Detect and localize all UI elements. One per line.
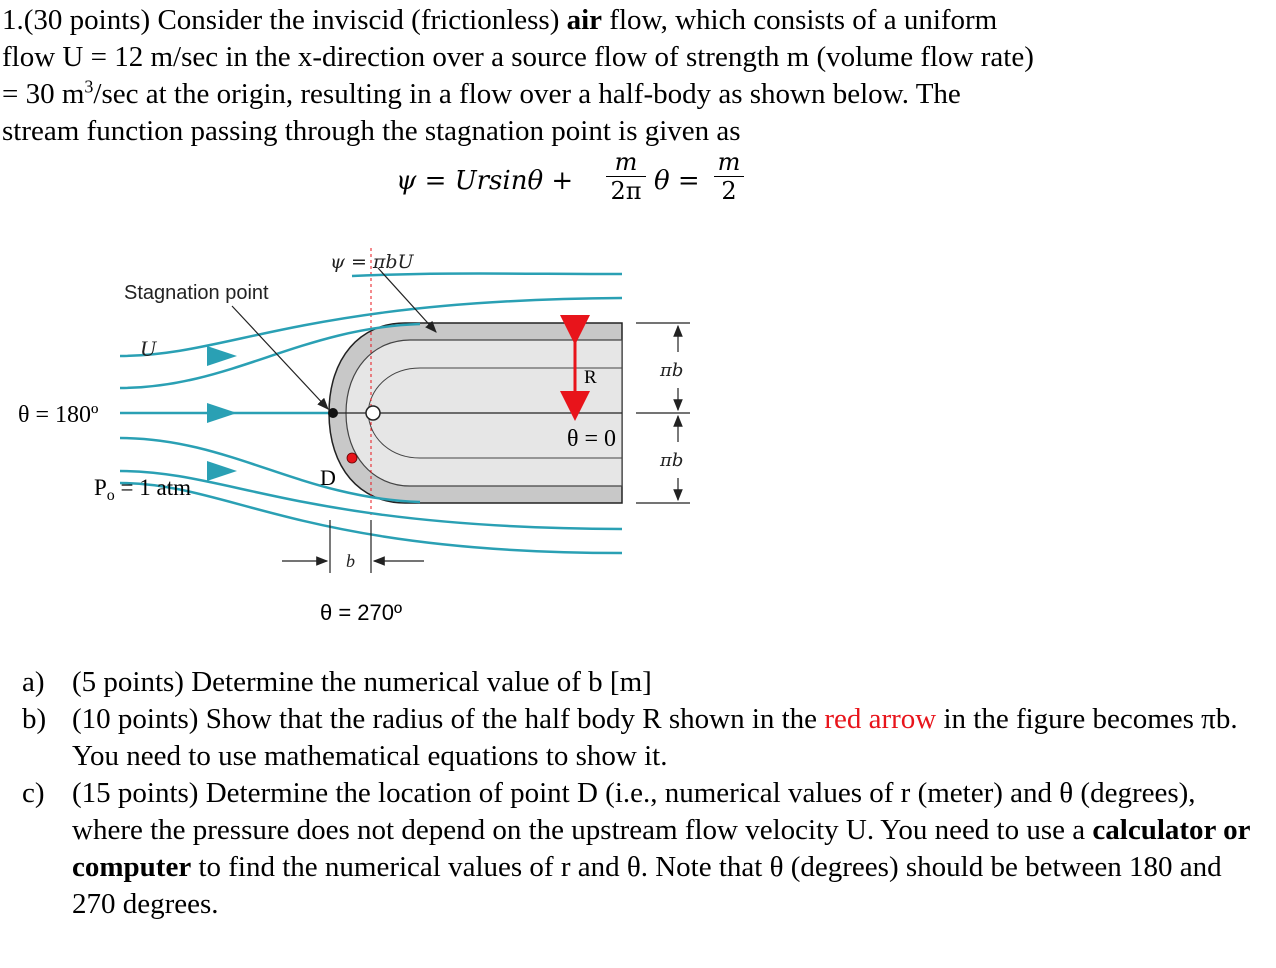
formula-fraction-2 xyxy=(714,148,744,205)
question-label: a) xyxy=(22,666,45,698)
intro-text: /sec at the origin, resulting in a flow over a half-body as shown below. The xyxy=(93,78,961,110)
question-list xyxy=(22,664,1272,923)
intro-line-1 xyxy=(2,2,997,39)
question-text: to find the numerical values of r and θ. Note that θ (degrees) should be between 180 and 270 degrees. xyxy=(72,851,1222,920)
superscript-3: 3 xyxy=(84,76,94,97)
question-bold-text: calculator or computer xyxy=(72,814,1250,883)
red-arrow-text: red arrow xyxy=(824,703,937,735)
po-label-p: P xyxy=(94,475,107,500)
formula-lhs: ψ = Ursinθ + xyxy=(396,166,574,196)
intro-line-3 xyxy=(2,76,961,113)
u-label: U xyxy=(140,336,156,361)
point-d-marker xyxy=(347,453,357,463)
intro-bold-air: air xyxy=(566,4,603,36)
question-label: b) xyxy=(22,703,47,735)
theta-0-label: θ = 0 xyxy=(567,426,617,452)
stagnation-point-marker xyxy=(328,408,338,418)
intro-text: 1.(30 points) Consider the inviscid (frictionless) xyxy=(2,4,567,36)
formula-mid: θ = xyxy=(654,166,700,196)
formula-frac1-denominator: 2π xyxy=(610,177,642,205)
theta-180-label: θ = 180º xyxy=(18,402,99,428)
psi-label: ψ = πbU xyxy=(330,251,414,273)
intro-text: flow, which consists of a uniform xyxy=(602,4,998,36)
question-a xyxy=(22,664,1272,701)
intro-line-4: stream function passing through the stagnation point is given as xyxy=(2,115,741,147)
pib-upper-label: πb xyxy=(660,360,684,381)
intro-line-2: flow U = 12 m/sec in the x-direction over a source flow of strength m (volume flow rate) xyxy=(2,41,1034,73)
pib-lower-label: πb xyxy=(660,450,684,471)
d-label: D xyxy=(320,465,336,490)
question-label: c) xyxy=(22,777,45,809)
stagnation-leader-arrow xyxy=(232,306,328,409)
b-label: b xyxy=(346,551,355,571)
theta-270-label: θ = 270º xyxy=(320,600,403,625)
stagnation-point-label: Stagnation point xyxy=(124,282,269,304)
stream-function-formula xyxy=(396,148,756,220)
question-c xyxy=(22,775,1272,923)
po-label-subscript: o xyxy=(106,487,115,504)
formula-frac2-numerator: m xyxy=(717,148,741,176)
intro-text: = 30 m xyxy=(2,78,85,110)
formula-fraction-1 xyxy=(606,148,646,205)
po-label-value: = 1 atm xyxy=(114,475,192,500)
question-text: (5 points) Determine the numerical value of b [m] xyxy=(72,666,652,698)
streamline-1 xyxy=(352,274,622,277)
question-text: in the figure becomes πb. You need to use mathematical equations to show it. xyxy=(72,703,1238,772)
po-label xyxy=(94,475,191,504)
formula-frac1-numerator: m xyxy=(614,148,638,176)
r-label: R xyxy=(584,367,597,388)
question-b xyxy=(22,701,1272,775)
question-text: (10 points) Show that the radius of the half body R shown in the xyxy=(72,703,825,735)
formula-frac2-denominator: 2 xyxy=(721,177,737,205)
question-text: (15 points) Determine the location of point D (i.e., numerical values of r (meter) and θ (degrees), where the pressure does not depend on the upstream flow velocity U. You need to use a xyxy=(72,777,1196,846)
source-origin-marker xyxy=(366,406,380,420)
half-body-flow-figure xyxy=(0,228,720,638)
